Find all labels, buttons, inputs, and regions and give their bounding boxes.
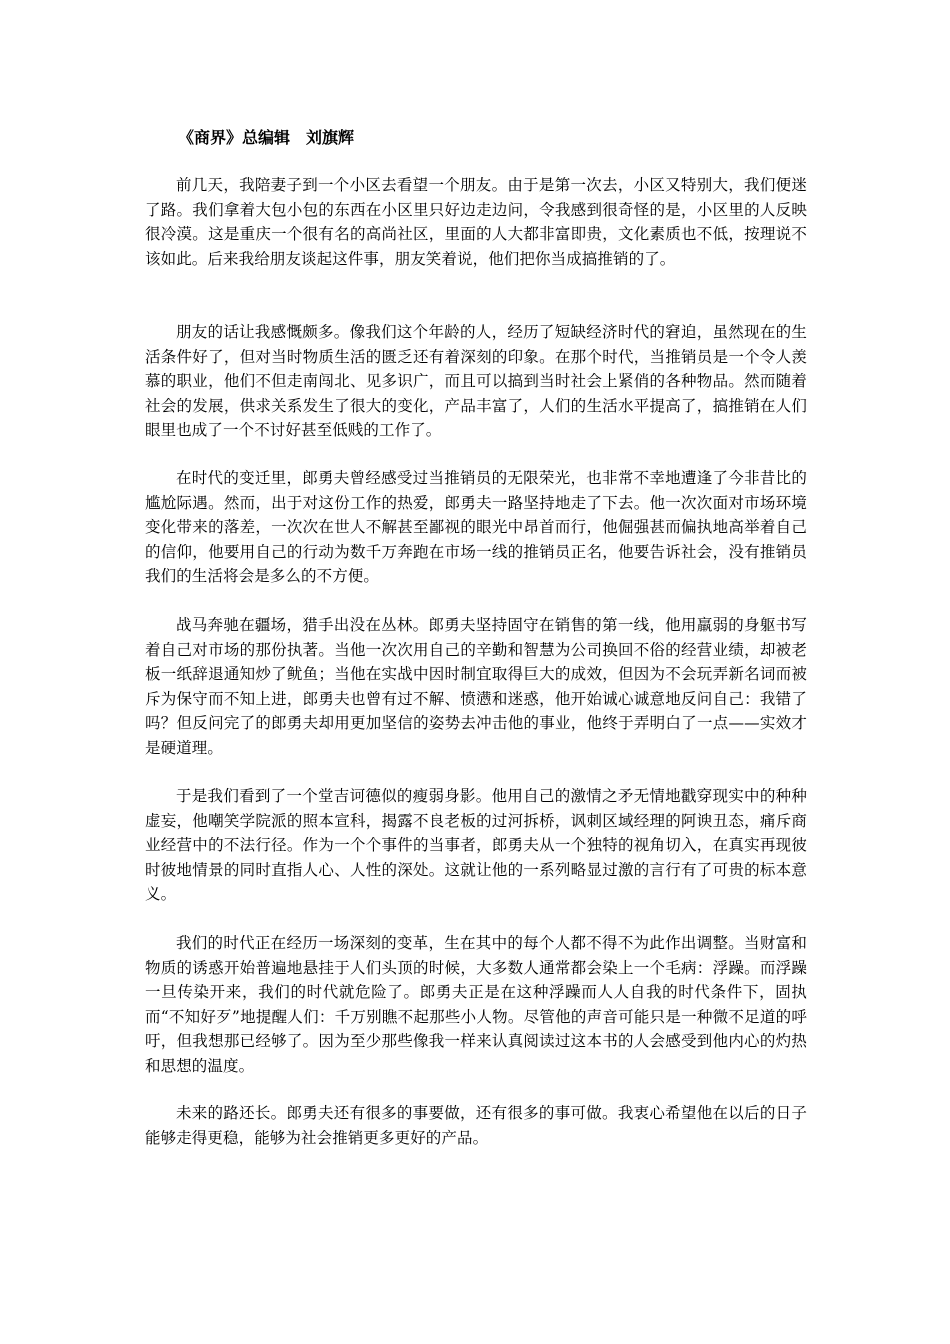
byline-author: 刘旗辉 [306,128,355,147]
paragraph-1: 前几天，我陪妻子到一个小区去看望一个朋友。由于是第一次去，小区又特别大，我们便迷了路。我们拿着大包小包的东西在小区里只好边走边问，令我感到很奇怪的是，小区里的人反映很冷漠。这是重庆一个很有名的高尚社区，里面的人大都非富即贵，文化素质也不低，按理说不该如此。后来我给朋友谈起这件事，朋友笑着说，他们把你当成搞推销的了。 [145,176,807,268]
paragraph-4: 战马奔驰在疆场，猎手出没在丛林。郎勇夫坚持固守在销售的第一线，他用羸弱的身躯书写着自己对市场的那份执著。当他一次次用自己的辛勤和智慧为公司换回不俗的经营业绩，却被老板一纸辞退通知炒了鱿鱼；当他在实战中因时制宜取得巨大的成效，但因为不会玩弄新名词而被斥为保守而不知上进，郎勇夫也曾有过不解、愤懑和迷惑，他开始诚心诚意地反问自己：我错了吗？但反问完了的郎勇夫却用更加坚信的姿势去冲击他的事业，他终于弄明白了一点——实效才是硬道理。 [145,616,807,757]
paragraph-3: 在时代的变迁里，郎勇夫曾经感受过当推销员的无限荣光，也非常不幸地遭逢了今非昔比的尴尬际遇。然而，出于对这份工作的热爱，郎勇夫一路坚持地走了下去。他一次次面对市场环境变化带来的落差，一次次在世人不解甚至鄙视的眼光中昂首而行，他倔强甚而偏执地高举着自己的信仰，他要用自己的行动为数千万奔跑在市场一线的推销员正名，他要告诉社会，没有推销员我们的生活将会是多么的不方便。 [145,469,807,585]
paragraph-2: 朋友的话让我感慨颇多。像我们这个年龄的人，经历了短缺经济时代的窘迫，虽然现在的生活条件好了，但对当时物质生活的匮乏还有着深刻的印象。在那个时代，当推销员是一个令人羡慕的职业，他们不但走南闯北、见多识广，而且可以搞到当时社会上紧俏的各种物品。然而随着社会的发展，供求关系发生了很大的变化，产品丰富了，人们的生活水平提高了，搞推销在人们眼里也成了一个不讨好甚至低贱的工作了。 [145,323,807,439]
paragraph-6: 我们的时代正在经历一场深刻的变革，生在其中的每个人都不得不为此作出调整。当财富和物质的诱惑开始普遍地悬挂于人们头顶的时候，大多数人通常都会染上一个毛病：浮躁。而浮躁一旦传染开来，我们的时代就危险了。郎勇夫正是在这种浮躁而人人自我的时代条件下，固执而“不知好歹”地提醒人们：千万别瞧不起那些小人物。尽管他的声音可能只是一种微不足道的呼吁，但我想那已经够了。因为至少那些像我一样来认真阅读过这本书的人会感受到他内心的灼热和思想的温度。 [145,934,807,1075]
paragraph-5: 于是我们看到了一个堂吉诃德似的瘦弱身影。他用自己的激情之矛无情地戳穿现实中的种种虚妄，他嘲笑学院派的照本宣科，揭露不良老板的过河拆桥，讽刺区域经理的阿谀丑态，痛斥商业经营中的不法行径。作为一个个事件的当事者，郎勇夫从一个独特的视角切入，在真实再现彼时彼地情景的同时直指人心、人性的深处。这就让他的一系列略显过激的言行有了可贵的标本意义。 [145,787,807,903]
byline-outlet-title: 《商界》总编辑 [178,128,291,147]
paragraph-7: 未来的路还长。郎勇夫还有很多的事要做，还有很多的事可做。我衷心希望他在以后的日子能够走得更稳，能够为社会推销更多更好的产品。 [145,1104,807,1147]
byline [178,126,354,150]
